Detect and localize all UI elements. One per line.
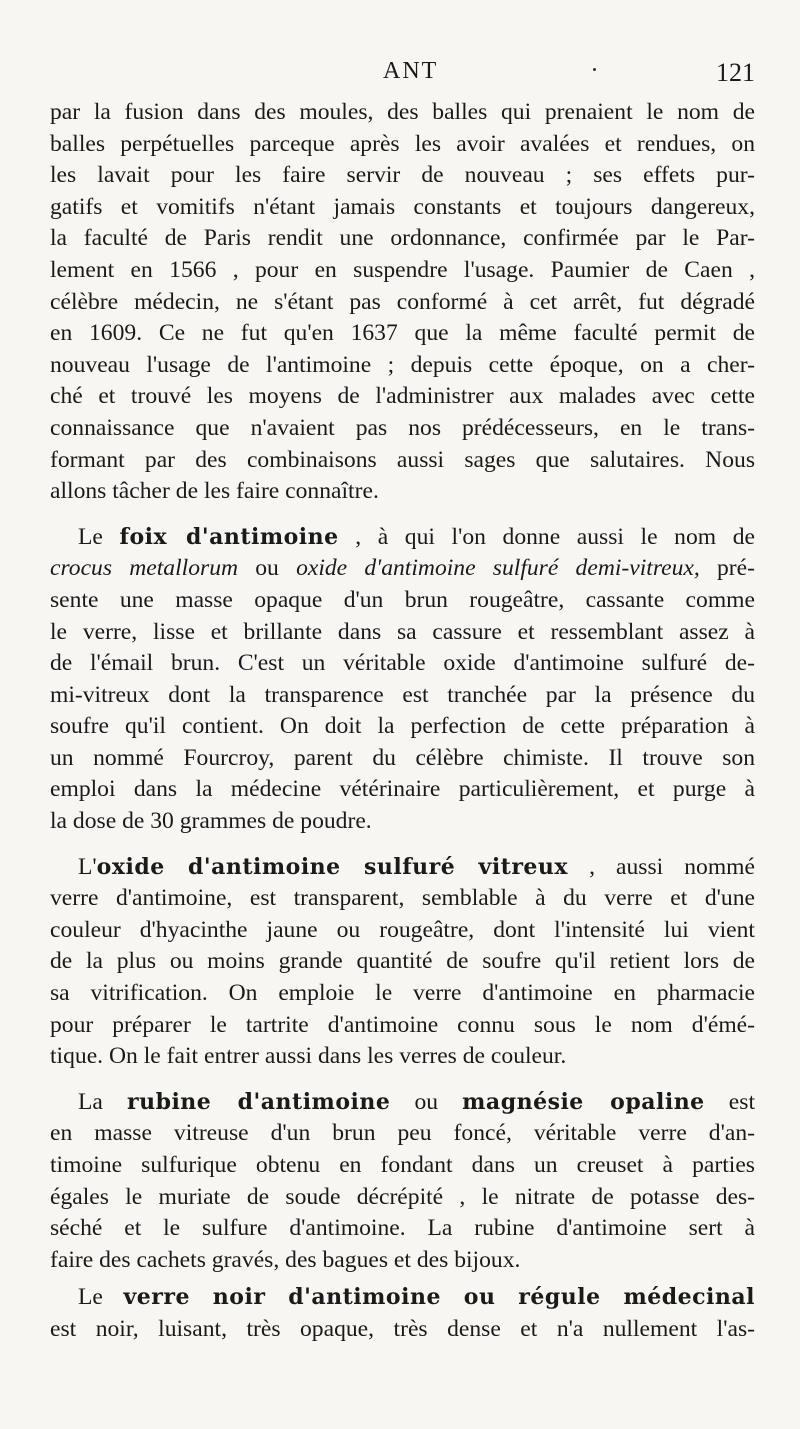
text-line: en masse vitreuse d'un brun peu foncé, véritable verre d'an- bbox=[50, 1120, 755, 1147]
text-line: allons tâcher de les faire connaître. bbox=[50, 478, 379, 505]
text-line: gatifs et vomitifs n'étant jamais constants et toujours dangereux, bbox=[50, 193, 755, 220]
text-span: est bbox=[704, 1088, 755, 1115]
text-line: ché et trouvé les moyens de l'administrer aux malades avec cette bbox=[50, 383, 755, 410]
text-line: tique. On le fait entrer aussi dans les verres de couleur. bbox=[50, 1043, 567, 1070]
text-line: séché et le sulfure d'antimoine. La rubine d'antimoine sert à bbox=[50, 1215, 755, 1242]
text-line: nouveau l'usage de l'antimoine ; depuis cette époque, on a cher- bbox=[50, 351, 755, 378]
paragraph-5 bbox=[50, 1282, 755, 1345]
text-span: , aussi nommé bbox=[568, 853, 755, 880]
text-span: La bbox=[78, 1088, 127, 1115]
text-line bbox=[50, 1282, 755, 1314]
text-line bbox=[50, 1087, 755, 1119]
text-line: par la fusion dans des moules, des balles qui prenaient le nom de bbox=[50, 99, 755, 125]
text-span: ou bbox=[238, 555, 297, 582]
text-line: verre d'antimoine, est transparent, semblable à du verre et d'une bbox=[50, 885, 755, 912]
text-line: la dose de 30 grammes de poudre. bbox=[50, 808, 372, 835]
text-line: lement en 1566 , pour en suspendre l'usage. Paumier de Caen , bbox=[50, 256, 755, 283]
text-line bbox=[50, 553, 755, 585]
text-line bbox=[50, 852, 755, 884]
text-span: Le bbox=[78, 1284, 124, 1311]
paragraph-4 bbox=[50, 1087, 755, 1277]
text-line: un nommé Fourcroy, parent du célèbre chimiste. Il trouve son bbox=[50, 744, 755, 771]
text-span: pré- bbox=[699, 555, 755, 582]
text-line: la faculté de Paris rendit une ordonnance, confirmée par le Par- bbox=[50, 225, 755, 252]
text-line: soufre qu'il contient. On doit la perfection de cette préparation à bbox=[50, 713, 755, 740]
latin-term: crocus metallorum bbox=[50, 555, 239, 582]
text-line: célèbre médecin, ne s'étant pas conformé à cet arrêt, fut dégradé bbox=[50, 288, 755, 315]
text-line: sa vitrification. On emploie le verre d'antimoine en pharmacie bbox=[50, 980, 755, 1007]
entry-term: rubine d'antimoine bbox=[126, 1088, 391, 1115]
page-number: 121 bbox=[716, 58, 755, 87]
text-line: les lavait pour les faire servir de nouveau ; ses effets pur- bbox=[50, 162, 755, 189]
entry-term: oxide d'antimoine sulfuré vitreux bbox=[96, 853, 569, 880]
entry-term: magnésie opaline bbox=[462, 1088, 705, 1115]
text-line: sente une masse opaque d'un brun rougeâtre, cassante comme bbox=[50, 586, 755, 613]
text-line: balles perpétuelles parceque après les avoir avalées et rendues, on bbox=[50, 130, 755, 157]
text-line: mi-vitreux dont la transparence est tranchée par la présence du bbox=[50, 681, 755, 708]
text-line: de la plus ou moins grande quantité de soufre qu'il retient lors de bbox=[50, 948, 755, 975]
text-line: emploi dans la médecine vétérinaire particulièrement, et purge à bbox=[50, 776, 755, 803]
running-header bbox=[50, 58, 755, 92]
text-line: timoine sulfurique obtenu en fondant dans un creuset à parties bbox=[50, 1152, 755, 1178]
header-dot bbox=[593, 68, 596, 71]
text-line: formant par des combinaisons aussi sages que salutaires. Nous bbox=[50, 446, 755, 473]
text-line: est noir, luisant, très opaque, très dense et n'a nullement l'as- bbox=[50, 1315, 755, 1342]
italic-term: oxide d'antimoine sulfuré demi-vitreux, bbox=[296, 555, 700, 582]
text-span: , à qui l'on donne aussi le nom de bbox=[338, 523, 755, 550]
text-span: ou bbox=[390, 1088, 463, 1115]
body-text bbox=[50, 97, 755, 1346]
text-line: pour préparer le tartrite d'antimoine connu sous le nom d'émé- bbox=[50, 1011, 755, 1038]
text-line: connaissance que n'avaient pas nos prédécesseurs, en le trans- bbox=[50, 414, 755, 441]
text-line: faire des cachets gravés, des bagues et des bijoux. bbox=[50, 1246, 521, 1273]
paragraph-1 bbox=[50, 97, 755, 508]
text-span: Le bbox=[78, 523, 120, 550]
paragraph-3 bbox=[50, 852, 755, 1073]
running-title: ANT bbox=[383, 58, 439, 84]
text-line: le verre, lisse et brillante dans sa cassure et ressemblant assez à bbox=[50, 618, 755, 645]
text-line: de l'émail brun. C'est un véritable oxide d'antimoine sulfuré de- bbox=[50, 650, 755, 677]
paragraph-2 bbox=[50, 522, 755, 838]
text-line: en 1609. Ce ne fut qu'en 1637 que la même faculté permit de bbox=[50, 320, 755, 347]
text-line bbox=[50, 522, 755, 554]
entry-term: foix d'antimoine bbox=[119, 523, 339, 550]
text-line: couleur d'hyacinthe jaune ou rougeâtre, dont l'intensité lui vient bbox=[50, 916, 755, 943]
entry-term: verre noir d'antimoine ou régule médecinal bbox=[123, 1284, 755, 1311]
text-line: égales le muriate de soude décrépité , le nitrate de potasse des- bbox=[50, 1183, 755, 1210]
text-span: L' bbox=[78, 853, 97, 880]
